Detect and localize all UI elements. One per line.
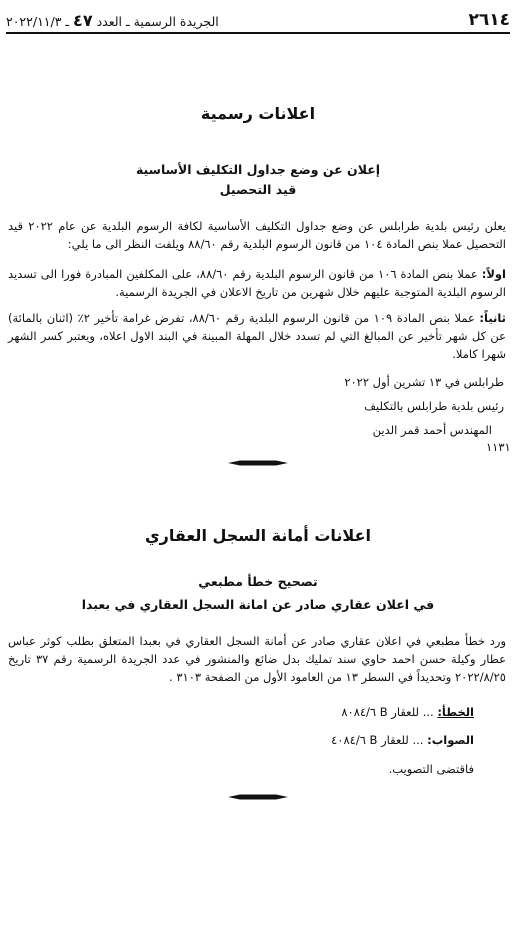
error-line — [341, 703, 474, 721]
error-label: الخطأ: — [437, 705, 474, 719]
issue-number: ٤٧ — [73, 11, 93, 30]
correction-subtitle: في اعلان عقاري صادر عن امانة السجل العقاري في بعبدا — [81, 597, 435, 612]
end-divider-ornament — [228, 793, 288, 801]
issue-date: ـ ٢٠٢٢/١١/٣ — [6, 14, 70, 29]
correct-text: ... للعقار B ٤٠٨٤/٦ — [331, 733, 428, 747]
item-text: عملا بنص المادة ١٠٦ من قانون الرسوم البلدية رقم ٨٨/٦٠، على المكلفين المبادرة فورا الى تسديد الرسوم البلدية المتوجبة عليهم خلال شهرين من تاريخ الاعلان في الجريدة الرسمية. — [8, 267, 506, 299]
signer-name: المهندس أحمد قمر الدين — [372, 423, 492, 437]
notice-subtitle: قيد التحصيل — [219, 182, 297, 197]
correct-label: الصواب: — [427, 733, 474, 747]
error-text: ... للعقار B ٨٠٨٤/٦ — [341, 705, 438, 719]
correction-body-paragraph: ورد خطأ مطبعي في اعلان عقاري صادر عن أمانة السجل العقاري في بعبدا المتعلق بطلب كوثر عباس عطار وكيلة حسن احمد حاوي سند تمليك بدل ضائع والمنشور في عدد الجريدة الرسمية رقم ٣٧ تاريخ ٢٠٢٢/٨/٢٥ وتحديداً في السطر ١٣ من العامود الأول من الصفحة ٣١٠٣ . — [8, 634, 506, 684]
notice-item-second — [8, 309, 506, 363]
signer-role: رئيس بلدية طرابلس بالتكليف — [364, 399, 504, 413]
item-label: اولاً: — [481, 267, 506, 281]
reference-number: ١١٣١ — [486, 440, 511, 454]
gazette-issue-info — [6, 11, 219, 30]
notice-intro-paragraph: يعلن رئيس بلدية طرابلس عن وضع جداول التكليف الأساسية لكافة الرسوم البلدية عن عام ٢٠٢٢ قيد التحصيل عملا بنص المادة ١٠٤ من قانون الرسوم البلدية رقم ٨٨/٦٠ ويلفت النظر الى ما يلي: — [8, 219, 506, 251]
page-header — [6, 8, 510, 34]
notice-item-first — [8, 265, 506, 301]
section-divider-ornament — [228, 459, 288, 467]
section-title-official-notices: اعلانات رسمية — [200, 104, 316, 123]
gazette-name: الجريدة الرسمية ـ العدد — [96, 14, 219, 29]
closing-line: فاقتضى التصويب. — [388, 762, 474, 776]
correct-line — [331, 731, 474, 749]
item-label: ثانياً: — [479, 311, 506, 325]
place-date-line: طرابلس في ١٣ تشرين أول ٢٠٢٢ — [344, 375, 504, 389]
page-number: ٢٦١٤ — [468, 10, 510, 30]
notice-title: إعلان عن وضع جداول التكليف الأساسية — [135, 162, 381, 177]
section-title-land-registry: اعلانات أمانة السجل العقاري — [145, 526, 371, 545]
item-text: عملا بنص المادة ١٠٩ من قانون الرسوم البلدية رقم ٨٨/٦٠، تفرض غرامة تأخير ٢٪ (اثنان بالمائة) عن كل شهر تأخير عن المبالغ التي لم تسدد خلال المهلة المبينة في البند الاول اعلاه، ويعتبر كسر الشهر شهرا كاملا. — [8, 311, 506, 361]
correction-title: تصحيح خطأ مطبعي — [198, 574, 318, 589]
